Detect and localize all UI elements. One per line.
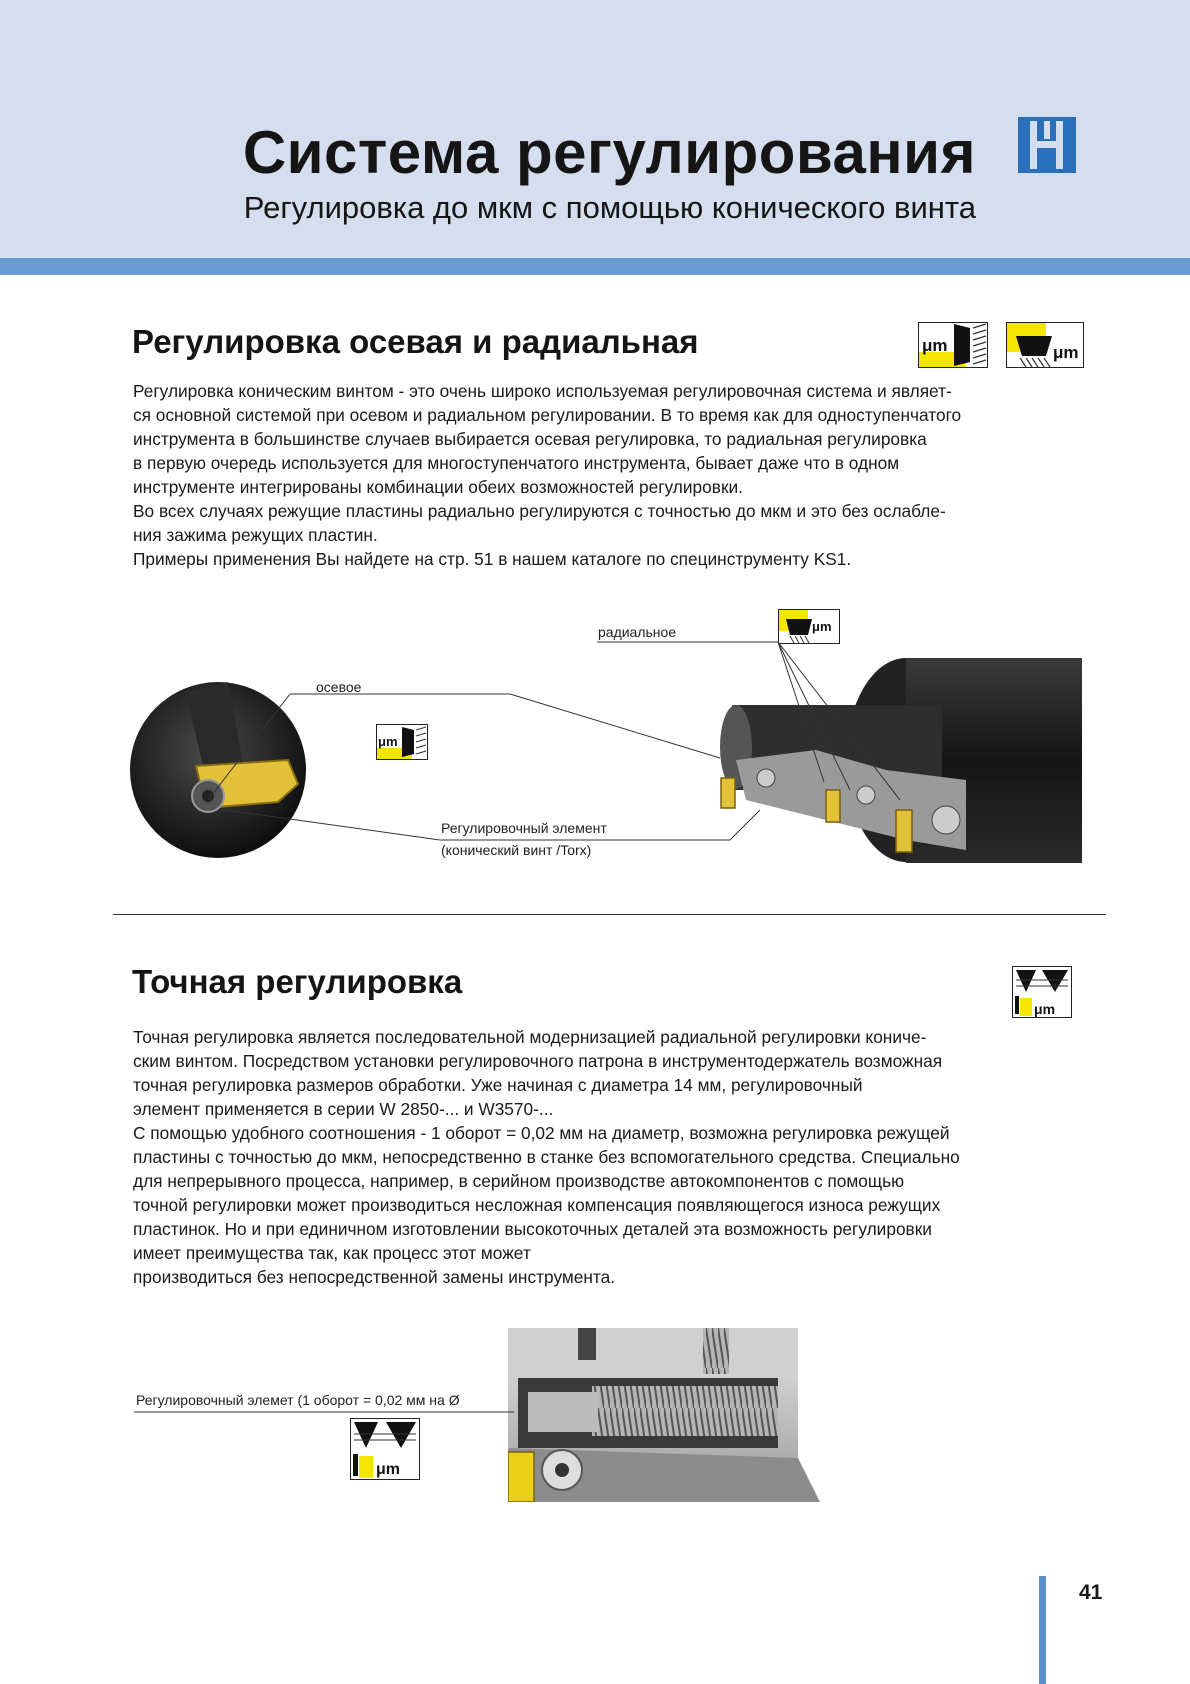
symbol-unit-text: μm	[1034, 1001, 1056, 1017]
symbol-unit-text: μm	[376, 1461, 401, 1478]
page-title: Система регулирования	[242, 119, 976, 186]
section-heading-fine-adjust: Точная регулировка	[132, 963, 463, 1000]
text-line: имеет преимущества так, как процесс этот может	[133, 1243, 531, 1263]
text-line: производиться без непосредственной замены инструмента.	[133, 1267, 616, 1287]
text-line: ским винтом. Посредством установки регулировочного патрона в инструментодержатель возможная	[133, 1051, 943, 1071]
symbol-unit-text: μm	[1053, 343, 1079, 362]
leader-line-figure2	[134, 1408, 514, 1416]
text-line: Регулировка коническим винтом - это очень широко используемая регулировочная система и являет-	[133, 381, 952, 401]
label-axial: осевое	[316, 679, 362, 695]
fine-adjust-tool-photo	[508, 1328, 820, 1502]
symbol-unit-text: μm	[378, 734, 398, 749]
fine-adjust-symbol-icon	[1012, 966, 1072, 1018]
text-line: точная регулировка размеров обработки. Уже начиная с диаметра 14 мм, регулировочный	[133, 1075, 863, 1095]
page-subtitle: Регулировка до мкм с помощью конического винта	[243, 190, 976, 225]
text-line: для непрерывного процесса, например, в серийном производстве автокомпонентов с помощью	[133, 1171, 905, 1191]
text-line: элемент применяется в серии W 2850-... и W3570-...	[133, 1099, 554, 1119]
fine-adjust-small-symbol-icon	[350, 1418, 420, 1480]
text-line: инструмента в большинстве случаев выбирается осевая регулировка, то радиальная регулировка	[133, 429, 927, 449]
section-heading-axial-radial: Регулировка осевая и радиальная	[132, 323, 699, 360]
symbol-unit-text: μm	[812, 619, 832, 634]
text-line: ся основной системой при осевом и радиальном регулировании. В то время как для одноступенчатого	[133, 405, 962, 425]
text-line: в первую очередь используется для многоступенчатого инструмента, бывает даже что в одном	[133, 453, 900, 473]
page-number-bar	[1039, 1576, 1046, 1684]
symbol-unit-text: μm	[922, 336, 948, 355]
section-divider	[113, 914, 1106, 915]
text-line: Во всех случаях режущие пластины радиально регулируются с точностью до мкм и это без ослабле-	[133, 501, 946, 521]
text-line: Примеры применения Вы найдете на стр. 51 в нашем каталоге по специнструменту KS1.	[133, 549, 852, 569]
text-line: пластинок. Но и при единичном изготовлении высокоточных деталей эта возможность регулировки	[133, 1219, 932, 1239]
page-number: 41	[1079, 1581, 1103, 1604]
text-line: С помощью удобного соотношения - 1 оборот = 0,02 мм на диаметр, возможна регулировка режущей	[133, 1123, 950, 1143]
text-line: точной регулировки может производиться несложная компенсация появляющегося износа режущих	[133, 1195, 941, 1215]
label-adjust-element: Регулировочный элемент	[441, 820, 607, 836]
label-radial: радиальное	[598, 624, 677, 640]
text-line: Точная регулировка является последовательной модернизацией радиальной регулировки кониче-	[133, 1027, 927, 1047]
label-adjust-element-detail: (конический винт /Torx)	[441, 842, 592, 858]
section2-paragraph	[133, 1025, 1105, 1289]
text-line: ния зажима режущих пластин.	[133, 525, 378, 545]
label-fine-adjust-element: Регулировочный элемет (1 оборот = 0,02 мм на Ø	[136, 1392, 460, 1408]
text-line: пластины с точностью до мкм, непосредственно в станке без вспомогательного средства. Специально	[133, 1147, 960, 1167]
text-line: инструменте интегрированы комбинации обеих возможностей регулировки.	[133, 477, 743, 497]
